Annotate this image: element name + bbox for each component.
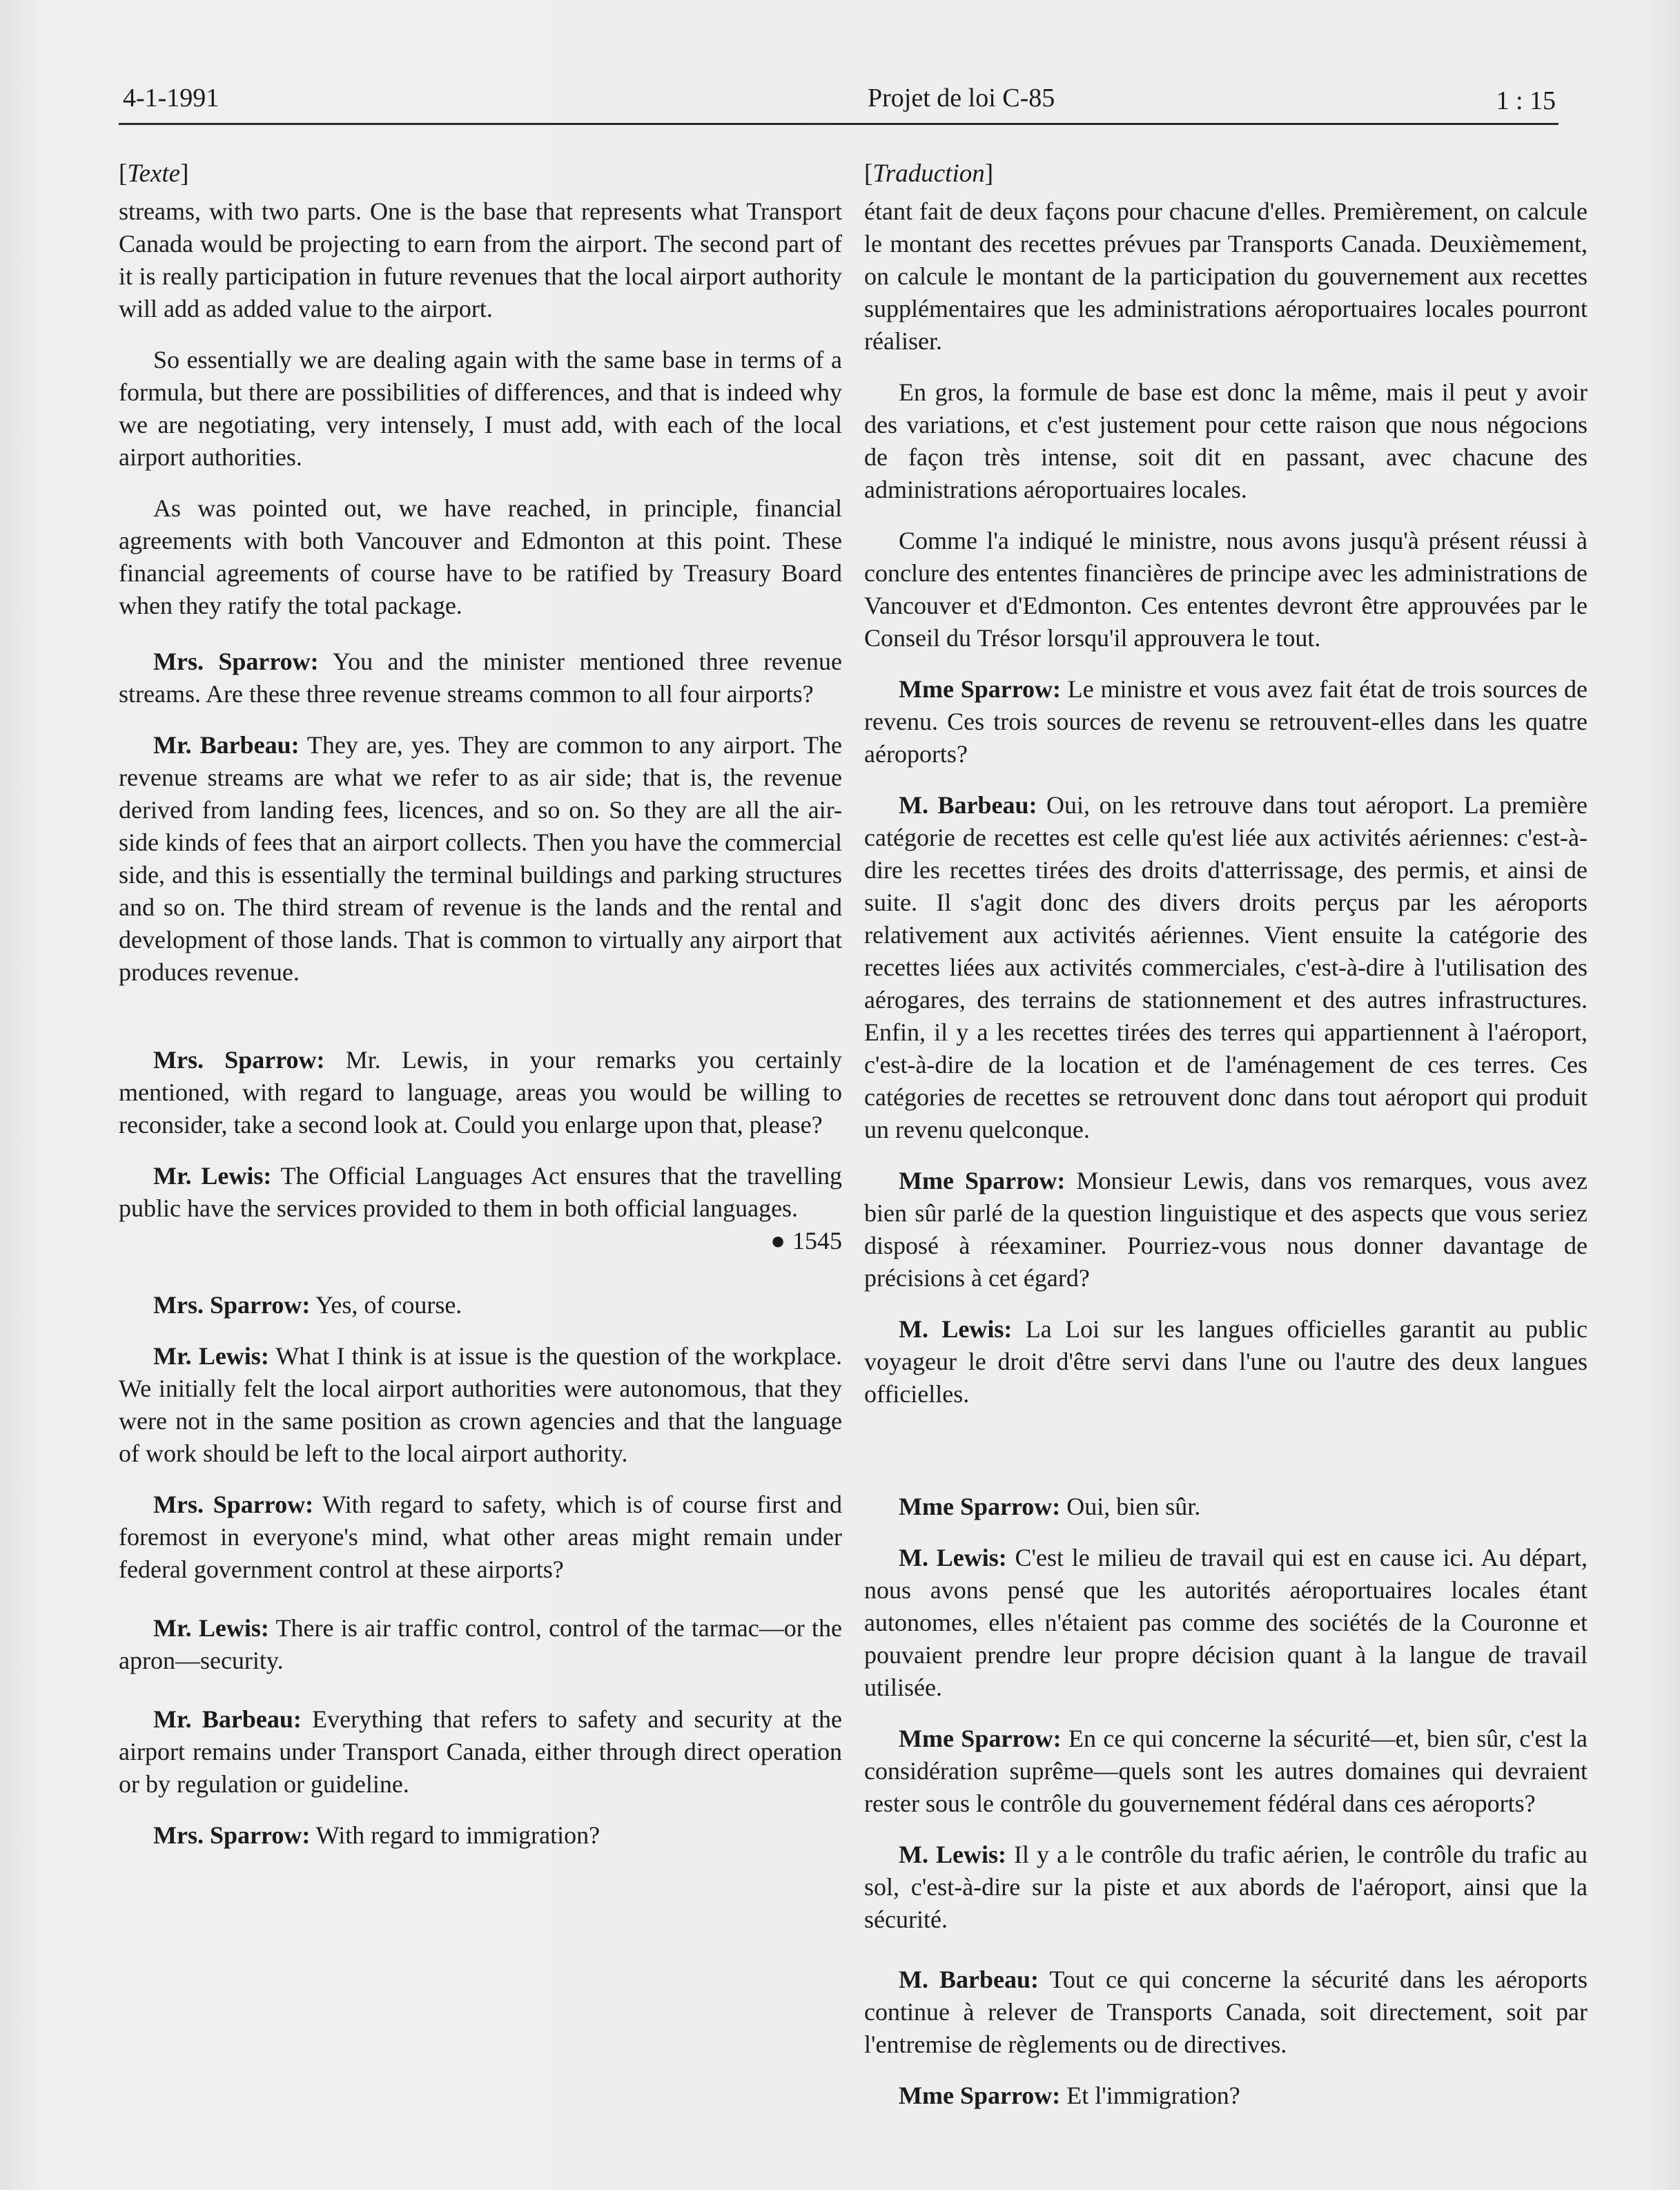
french-column: [864, 157, 1588, 2131]
paragraph: streams, with two parts. One is the base that represents what Transport Canada would be projecting to earn from the airport. The second part of it is really participation in future revenues that the local airport authority will add as added value to the airport.: [119, 197, 842, 322]
speech: [119, 1703, 842, 1801]
speech-text: They are, yes. They are common to any airport. The revenue streams are what we refer to as air side; that is, the revenue derived from landing fees, licences, and so on. So they are all the air-side kinds of fees that an airport collects. Then you have the commercial side, and this is essentially the terminal buildings and parking structures and so on. The third stream of revenue is the lands and the rental and development of those lands. That is common to virtually any airport that produces revenue.: [119, 731, 842, 986]
speaker-name: Mrs. Sparrow:: [153, 1821, 311, 1849]
speech: [864, 1542, 1588, 1704]
speech-text: Tout ce qui concerne la sécurité dans les aéroports continue à relever de Transports Canada, soit directement, soit par l'entremise de règlements ou de directives.: [864, 1966, 1588, 2058]
speaker-name: Mme Sparrow:: [899, 2082, 1061, 2109]
paragraph: So essentially we are dealing again with the same base in terms of a formula, but there are possibilities of differences, and that is indeed why we are negotiating, very intensely, I must add, with each of the local airport authorities.: [119, 346, 842, 471]
speaker-name: Mr. Lewis:: [153, 1614, 269, 1642]
speaker-name: Mr. Lewis:: [153, 1342, 269, 1370]
speech-text: En ce qui concerne la sécurité—et, bien sûr, c'est la considération suprême—quels sont les autres domaines qui devraient rester sous le contrôle du gouvernement fédéral dans ces aéroports?: [864, 1725, 1588, 1817]
speaker-name: Mrs. Sparrow:: [153, 648, 319, 675]
speech-text: Et l'immigration?: [1060, 2082, 1240, 2109]
speech-text: Oui, on les retrouve dans tout aéroport. La première catégorie de recettes est celle qu'est liée aux activités aériennes: c'est-à-dire les recettes tirées des droits d'atterrissage, des permis, et ainsi de suite. Il s'agit donc des divers droits perçus par les aéroports relativement aux activités aériennes. Vient ensuite la catégorie des recettes liées aux activités commerciales, c'est-à-dire à l'utilisation des aérogares, des terrains de stationnement et des autres infrastructures. Enfin, il y a les recettes tirées des terres qui appartiennent à l'aéroport, c'est-à-dire de la location et de l'aménagement de ces terres. Ces catégories de recettes se retrouvent donc dans tout aéroport qui produit un revenu quelconque.: [864, 791, 1588, 1143]
speech-text: Monsieur Lewis, dans vos remarques, vous avez bien sûr parlé de la question linguistique et des aspects que vous seriez disposé à réexaminer. Pourriez-vous nous donner davantage de précisions à cet égard?: [864, 1167, 1588, 1292]
speech: [864, 1165, 1588, 1295]
speaker-name: Mme Sparrow:: [899, 1493, 1061, 1520]
header-date: 4-1-1991: [123, 84, 219, 113]
speaker-name: M. Lewis:: [899, 1841, 1006, 1868]
speaker-name: Mr. Barbeau:: [153, 1705, 302, 1733]
language-tag-label: Traduction: [872, 159, 985, 188]
speech: [119, 1044, 842, 1141]
timestamp: [119, 1225, 842, 1257]
speech-text: Le ministre et vous avez fait état de trois sources de revenu. Ces trois sources de revenu se retrouvent-elles dans les quatre aéroports?: [864, 675, 1588, 768]
speech-text: Il y a le contrôle du trafic aérien, le contrôle du trafic au sol, c'est-à-dire sur la piste et aux abords de l'aéroport, ainsi que la sécurité.: [864, 1841, 1588, 1933]
speech: [864, 1491, 1588, 1523]
speech: [864, 1313, 1588, 1411]
speech: [119, 1489, 842, 1586]
speech-text: With regard to safety, which is of course first and foremost in everyone's mind, what other areas might remain under federal government control at these airports?: [119, 1491, 842, 1583]
bullet-icon: ●: [770, 1227, 785, 1254]
speaker-name: Mme Sparrow:: [899, 1725, 1062, 1752]
speech: [119, 1612, 842, 1677]
speech: [864, 2080, 1588, 2112]
paragraph: étant fait de deux façons pour chacune d'elles. Premièrement, on calcule le montant des recettes prévues par Transports Canada. Deuxièmement, on calcule le montant de la participation du gouvernement aux recettes supplémentaires que les administrations aéroportuaires locales pourront réaliser.: [864, 197, 1588, 355]
english-column: [119, 157, 842, 1870]
speech-text: Everything that refers to safety and security at the airport remains under Transport Canada, either through direct operation or by regulation or guideline.: [119, 1705, 843, 1798]
speech: [119, 1160, 842, 1225]
speech: [864, 1723, 1588, 1820]
speech: [119, 1819, 842, 1852]
speech-text: La Loi sur les langues officielles garantit au public voyageur le droit d'être servi dans l'une ou l'autre des deux langues officielles.: [864, 1315, 1588, 1408]
speech: [864, 1839, 1588, 1936]
speaker-name: M. Lewis:: [899, 1544, 1007, 1571]
speech-text: C'est le milieu de travail qui est en cause ici. Au départ, nous avons pensé que les autorités aéroportuaires locales étant autonomes, elles n'étaient pas comme des sociétés de la Couronne et pouvaient prendre leur propre décision quant à la langue de travail utilisée.: [864, 1544, 1588, 1701]
language-tag-label: Texte: [127, 159, 181, 188]
language-tag-french: [Traduction]: [864, 159, 994, 188]
speech-text: The Official Languages Act ensures that the travelling public have the services provided to them in both official languages.: [119, 1162, 843, 1222]
speaker-name: Mr. Lewis:: [153, 1162, 272, 1190]
speech-text: What I think is at issue is the question of the workplace. We initially felt the local airport authorities were autonomous, that they were not in the same position as crown agencies and that the language of work should be left to the local airport authority.: [119, 1342, 843, 1467]
speech-text: Mr. Lewis, in your remarks you certainly mentioned, with regard to language, areas you would be willing to reconsider, take a second look at. Could you enlarge upon that, please?: [119, 1046, 842, 1138]
speech-text: With regard to immigration?: [310, 1821, 600, 1849]
paragraph: Comme l'a indiqué le ministre, nous avons jusqu'à présent réussi à conclure des ententes financières de principe avec les administrations de Vancouver et d'Edmonton. Ces ententes devront être approuvées par le Conseil du Trésor lorsqu'il approuvera le tout.: [864, 527, 1588, 652]
speaker-name: M. Barbeau:: [899, 791, 1037, 819]
speech: [864, 673, 1588, 771]
speech: [119, 729, 842, 989]
speech-text: Oui, bien sûr.: [1060, 1493, 1201, 1520]
paragraph: En gros, la formule de base est donc la même, mais il peut y avoir des variations, et c'est justement pour cette raison que nous négocions de façon très intense, soit dit en passant, avec chacune des administrations aéroportuaires locales.: [864, 378, 1588, 503]
paragraph: As was pointed out, we have reached, in principle, financial agreements with both Vancouver and Edmonton at this point. These financial agreements of course have to be ratified by Treasury Board when they ratify the total package.: [119, 494, 842, 619]
header-page-number: 1 : 15: [1496, 86, 1556, 115]
speech-text: You and the minister mentioned three revenue streams. Are these three revenue streams common to all four airports?: [119, 648, 842, 708]
speech: [119, 1289, 842, 1321]
header-title: Projet de loi C-85: [868, 84, 1055, 113]
speaker-name: Mr. Barbeau:: [153, 731, 300, 759]
speaker-name: Mme Sparrow:: [899, 675, 1062, 703]
language-tag-english: [Texte]: [119, 159, 189, 188]
speech-text: Yes, of course.: [310, 1291, 462, 1319]
speaker-name: Mrs. Sparrow:: [153, 1046, 325, 1074]
header-rule: [119, 123, 1559, 125]
speech-text: There is air traffic control, control of the tarmac—or the apron—security.: [119, 1614, 842, 1674]
speech: [864, 1964, 1588, 2061]
speaker-name: Mrs. Sparrow:: [153, 1291, 311, 1319]
speaker-name: Mrs. Sparrow:: [153, 1491, 314, 1518]
speaker-name: M. Barbeau:: [899, 1966, 1039, 1993]
speech: [119, 1340, 842, 1470]
speech: [119, 646, 842, 710]
timestamp-value: 1545: [792, 1227, 842, 1254]
speaker-name: Mme Sparrow:: [899, 1167, 1066, 1194]
speech: [864, 789, 1588, 1146]
speaker-name: M. Lewis:: [899, 1315, 1013, 1343]
